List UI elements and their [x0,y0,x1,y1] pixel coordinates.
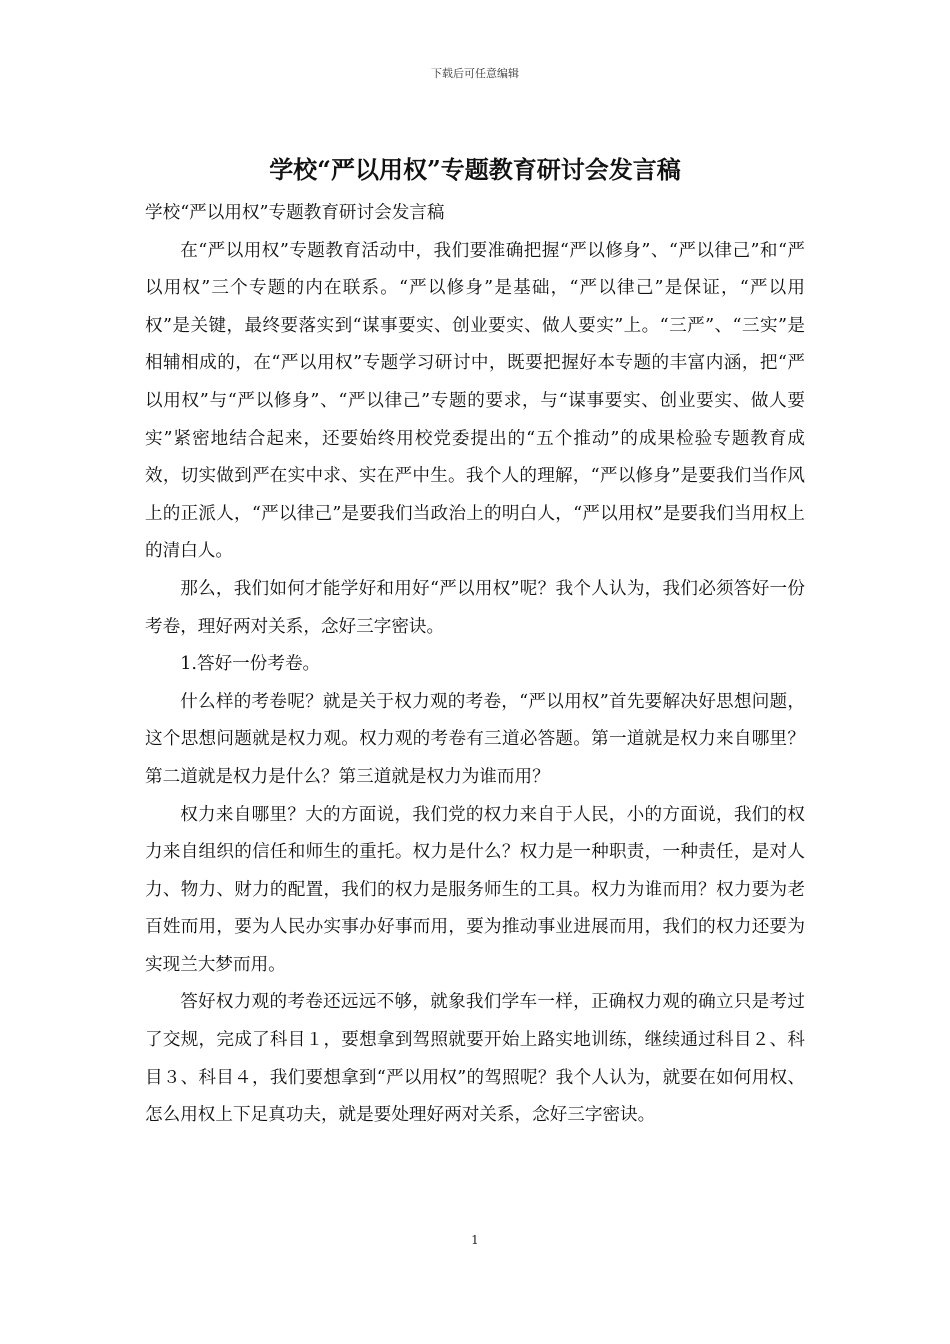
header-note: 下载后可任意编辑 [431,67,519,80]
document-title: 学校“严以用权”专题教育研讨会发言稿 [269,155,681,184]
section-heading: 1.答好一份考卷。 [180,654,321,675]
paragraph: 在“严以用权”专题教育活动中，我们要准确把握“严以修身”、“严以律己”和“严以用权”三个专题的内在联系。“严以修身”是基础，“严以律己”是保证，“严以用权”是关键，最终要落实到“谋事要实、创业要实、做人要实”上。“三严”、“三实”是相辅相成的，在“严以用权”专题学习研讨中，既要把握好本专题的丰富内涵，把“严以用权”与“严以修身”、“严以律己”专题的要求，与“谋事要实、创业要实、做人要实”紧密地结合起来，还要始终用校党委提出的“五个推动”的成果检验专题教育成效，切实做到严在实中求、实在严中生。我个人的理解，“严以修身”是要我们当作风上的正派人，“严以律己”是要我们当政治上的明白人，“严以用权”是要我们当用权上的清白人。 [145,240,805,562]
document-body [145,195,805,1135]
paragraph-subtitle: 学校“严以用权”专题教育研讨会发言稿 [145,203,445,223]
paragraph: 那么，我们如何才能学好和用好“严以用权”呢？我个人认为，我们必须答好一份考卷，理好两对关系，念好三字密诀。 [145,578,805,637]
paragraph: 权力来自哪里？大的方面说，我们党的权力来自于人民，小的方面说，我们的权力来自组织的信任和师生的重托。权力是什么？权力是一种职责，一种责任，是对人力、物力、财力的配置，我们的权力是服务师生的工具。权力为谁而用？权力要为老百姓而用，要为人民办实事办好事而用，要为推动事业进展而用，我们的权力还要为实现兰大梦而用。 [145,804,805,975]
paragraph: 什么样的考卷呢？就是关于权力观的考卷，“严以用权”首先要解决好思想问题，这个思想问题就是权力观。权力观的考卷有三道必答题。第一道就是权力来自哪里？第二道就是权力是什么？第三道就是权力为谁而用？ [145,691,805,787]
paragraph: 答好权力观的考卷还远远不够，就象我们学车一样，正确权力观的确立只是考过了交规，完成了科目１，要想拿到驾照就要开始上路实地训练，继续通过科目２、科目３、科目４，我们要想拿到“严以用权”的驾照呢？我个人认为，就要在如何用权、怎么用权上下足真功夫，就是要处理好两对关系，念好三字密诀。 [145,992,805,1126]
page-number: 1 [471,1233,479,1247]
